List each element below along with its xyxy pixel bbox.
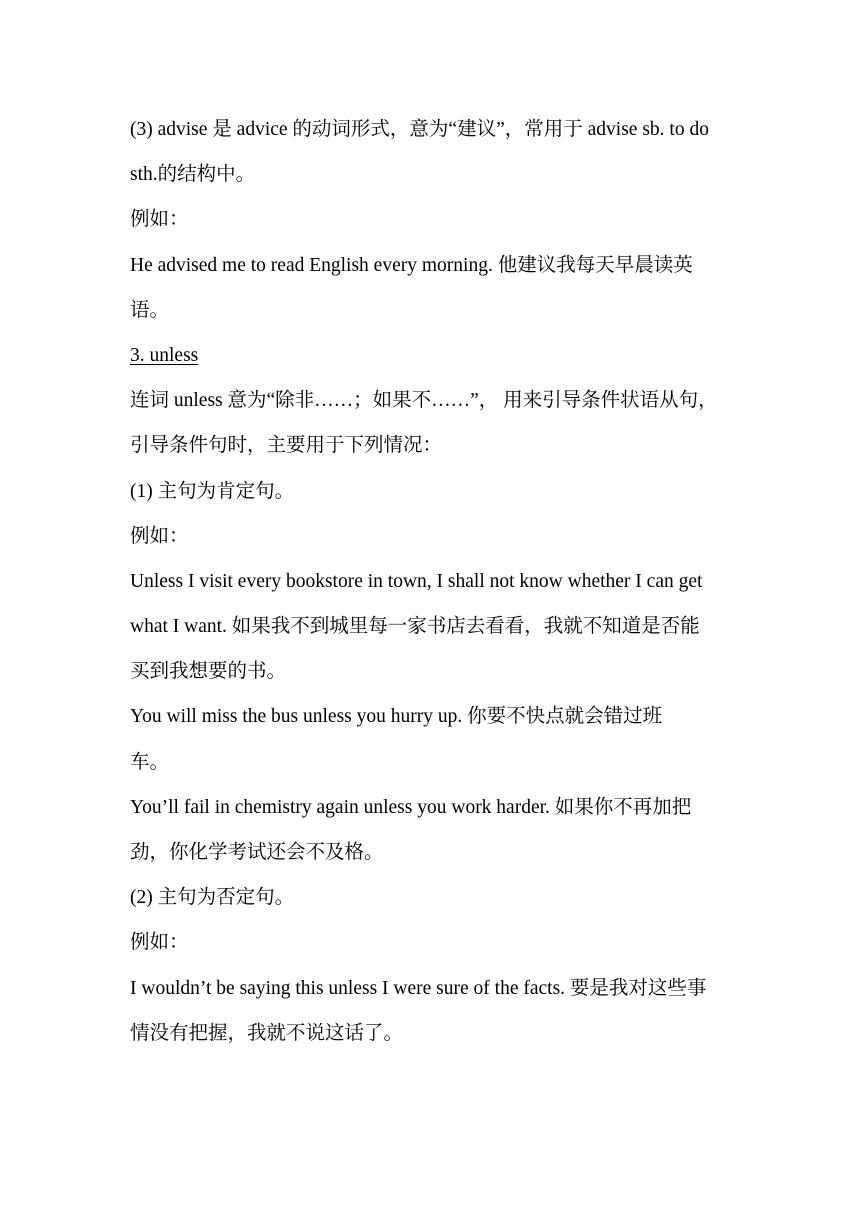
example-sentence: You will miss the bus unless you hurry up. 你要不快点就会错过班 [130, 706, 663, 728]
paragraph-line: 连词 unless 意为“除非……；如果不……”， 用来引导条件状语从句， [130, 390, 718, 412]
paragraph-line: sth.的结构中。 [130, 164, 256, 186]
example-sentence: 语。 [130, 299, 170, 321]
example-sentence: 情没有把握，我就不说这话了。 [130, 1022, 404, 1044]
subpoint-heading: (1) 主句为肯定句。 [130, 480, 295, 502]
document-body [130, 107, 736, 1056]
example-sentence: 劲，你化学考试还会不及格。 [130, 842, 384, 863]
example-sentence: what I want. 如果我不到城里每一家书店去看看，我就不知道是否能 [130, 616, 700, 638]
subpoint-heading: (2) 主句为否定句。 [130, 887, 295, 909]
example-label: 例如： [130, 525, 189, 547]
paragraph-line: (3) advise 是 advice 的动词形式，意为“建议”，常用于 advise sb. to do [130, 119, 709, 140]
example-sentence: I wouldn’t be saying this unless I were sure of the facts. 要是我对这些事 [130, 977, 707, 999]
example-sentence: You’ll fail in chemistry again unless you work harder. 如果你不再加把 [130, 796, 692, 818]
example-sentence: 车。 [130, 751, 170, 773]
example-sentence: Unless I visit every bookstore in town, I shall not know whether I can get [130, 570, 703, 592]
example-label: 例如： [130, 209, 189, 231]
example-sentence: He advised me to read English every morning. 他建议我每天早晨读英 [130, 254, 693, 276]
example-label: 例如： [130, 932, 189, 954]
example-sentence: 买到我想要的书。 [130, 661, 287, 683]
section-heading: 3. unless [130, 344, 199, 366]
paragraph-line: 引导条件句时，主要用于下列情况： [130, 435, 443, 457]
